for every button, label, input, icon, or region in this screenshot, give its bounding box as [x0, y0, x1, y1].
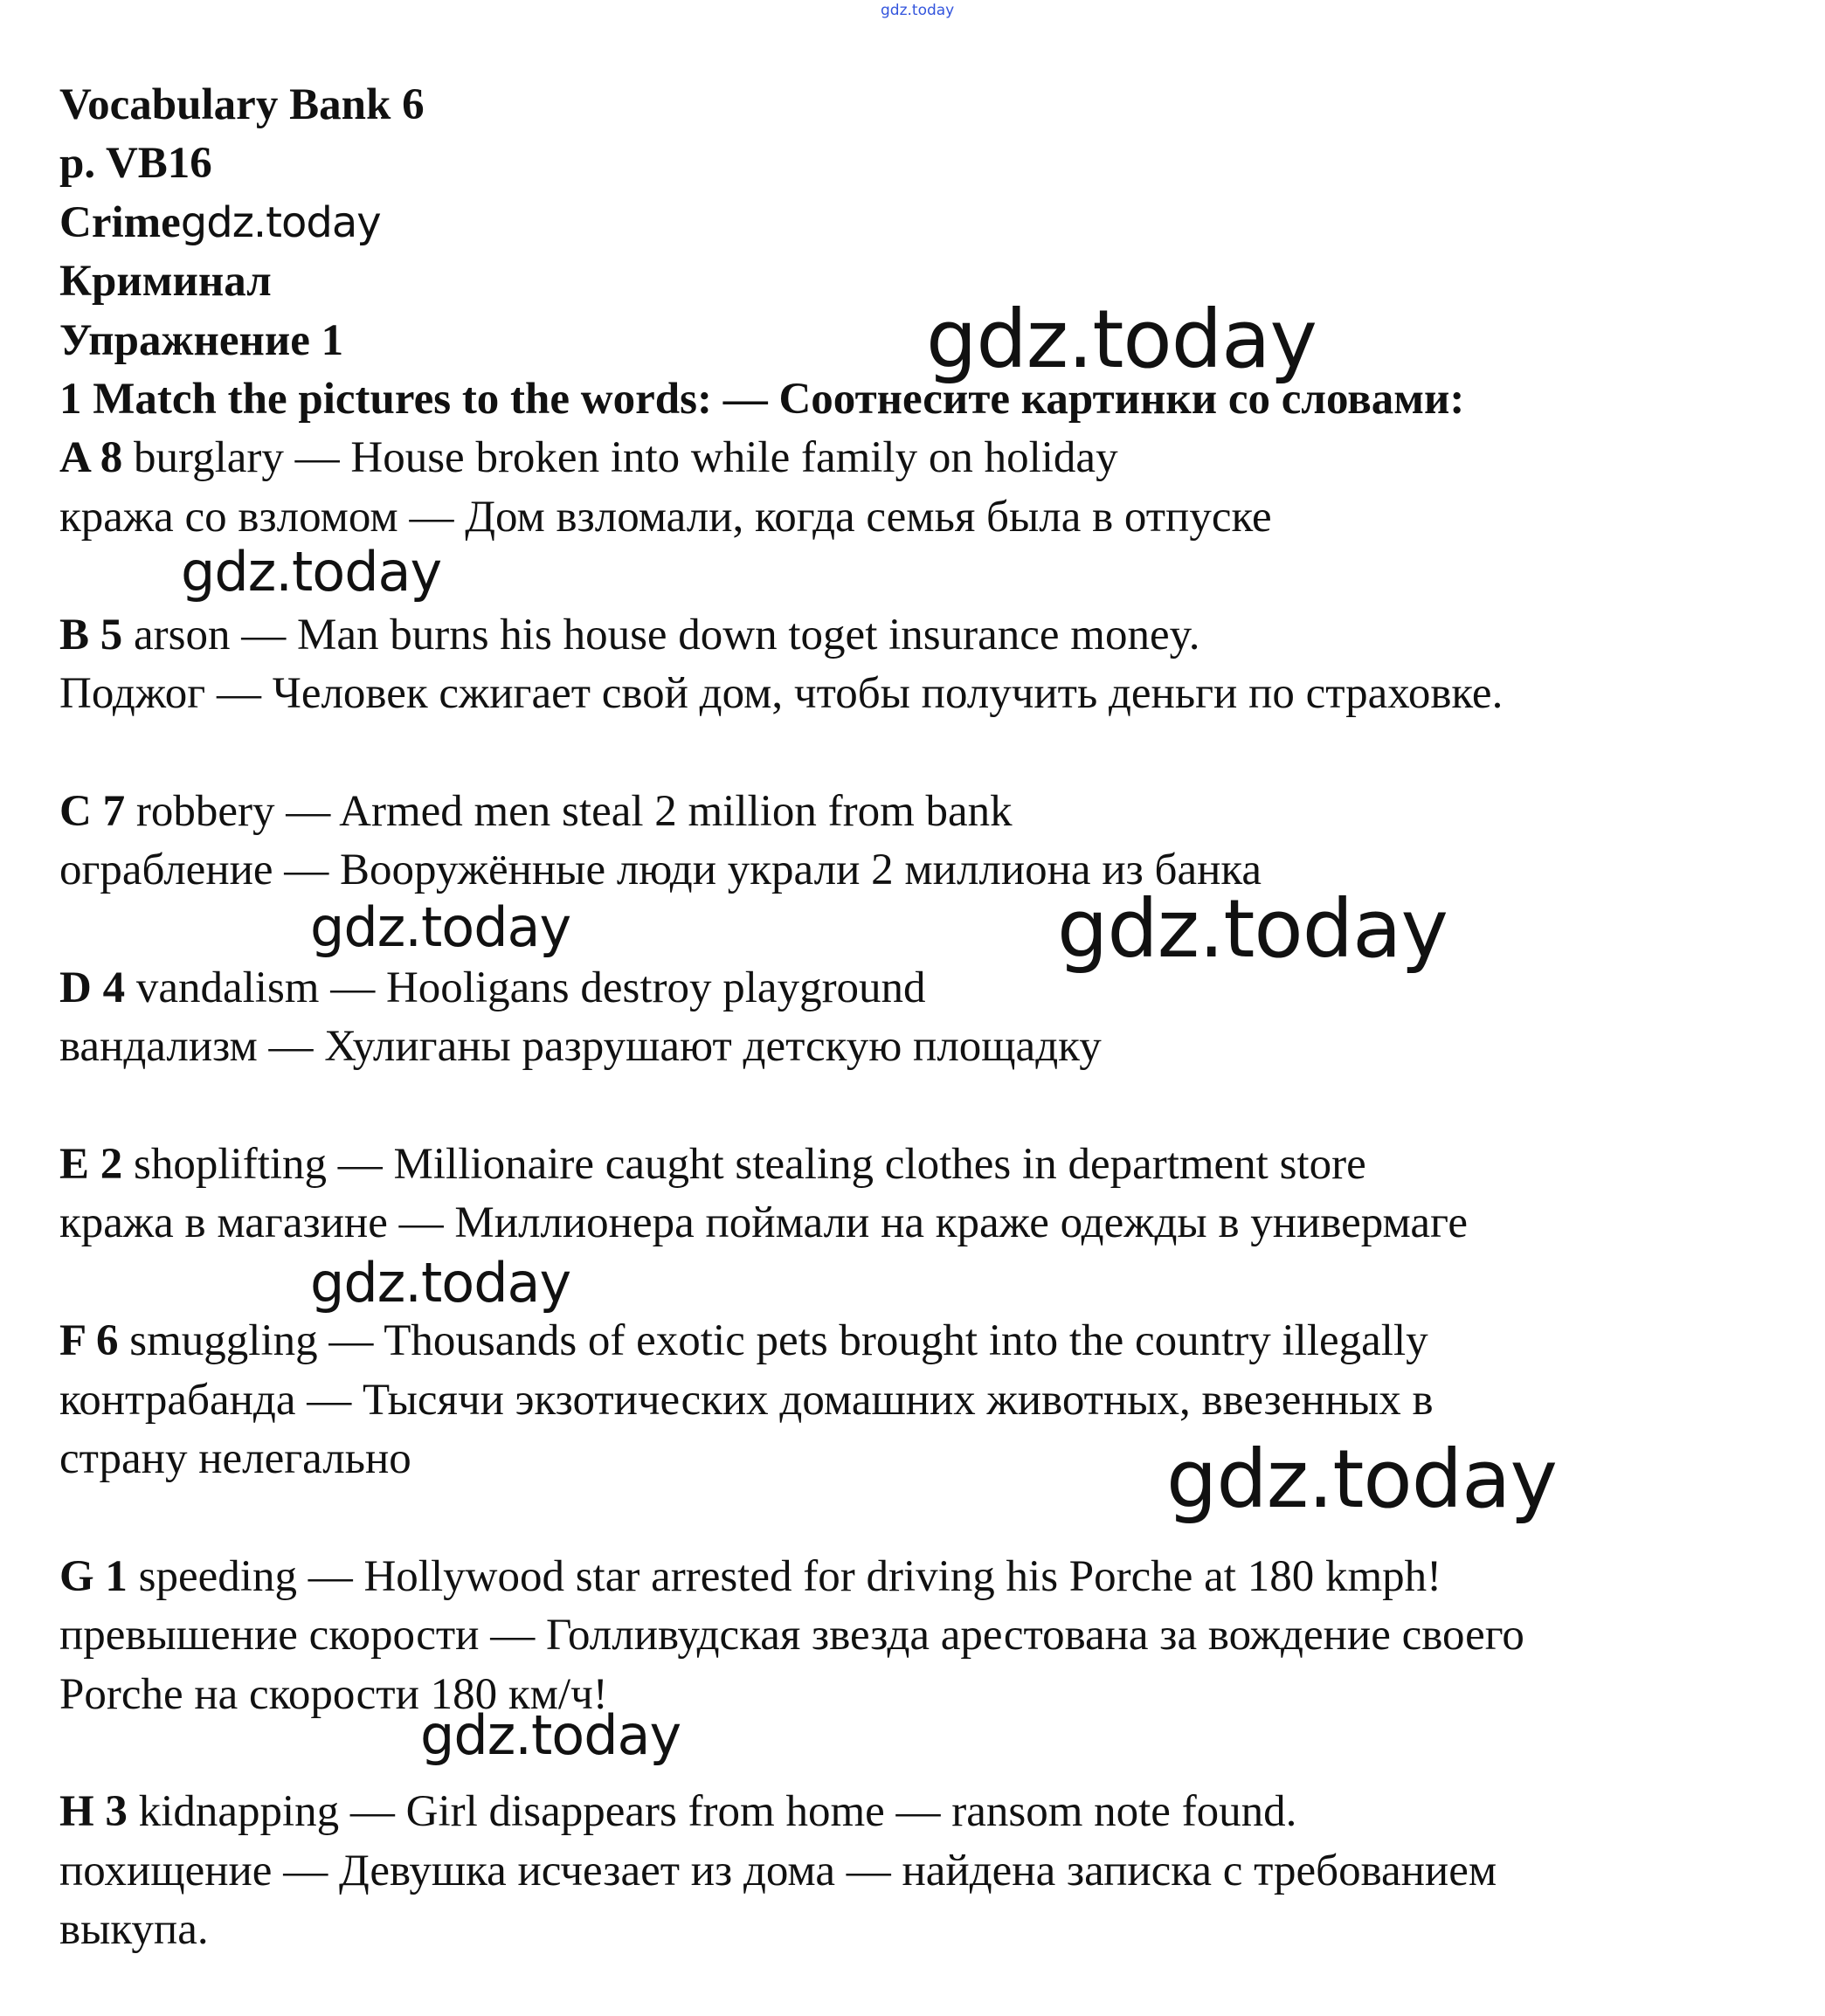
item-en: robbery — Armed men steal 2 million from bank — [125, 786, 1013, 836]
item-ru: превышение скорости — Голливудская звезда арестована за вождение своего — [59, 1611, 1524, 1660]
item-f — [59, 1312, 1807, 1370]
instruction: 1 Match the pictures to the words: — Соотнесите картинки со словами: — [59, 374, 1465, 424]
topic-en: Crime — [59, 197, 181, 247]
watermark: gdz.today — [180, 197, 381, 247]
watermark: gdz.today — [1057, 882, 1448, 976]
item-ru: вандализм — Хулиганы разрушают детскую площадку — [59, 1022, 1102, 1072]
item-ru: ограбление — Вооружённые люди украли 2 миллиона из банка — [59, 846, 1262, 895]
item-en: shoplifting — Millionaire caught stealing clothes in department store — [122, 1140, 1366, 1190]
topic-en-line — [59, 194, 1807, 252]
item-ru: страну нелегально — [59, 1433, 411, 1483]
item-ru: похищение — Девушка исчезает из дома — найдена записка с требованием — [59, 1846, 1497, 1895]
item-en: kidnapping — Girl disappears from home — ransom note found. — [127, 1787, 1297, 1837]
item-d — [59, 959, 1807, 1018]
item-en: burglary — House broken into while family on holiday — [122, 433, 1118, 483]
item-b — [59, 606, 1807, 665]
topic-ru: Криминал — [59, 257, 272, 307]
item-ru: выкупа. — [59, 1905, 209, 1955]
item-key: D 4 — [59, 963, 126, 1012]
watermark: gdz.today — [310, 895, 571, 959]
item-ru: кража со взломом — Дом взломали, когда семья была в отпуске — [59, 492, 1272, 542]
watermark: gdz.today — [1166, 1433, 1557, 1526]
top-watermark: gdz.today — [881, 2, 955, 19]
item-ru: кража в магазине — Миллионера поймали на краже одежды в универмаге — [59, 1198, 1468, 1248]
item-en: speeding — Hollywood star arrested for driving his Porche at 180 kmph! — [127, 1551, 1442, 1601]
exercise-heading: Упражнение 1 — [59, 315, 344, 365]
watermark: gdz.today — [420, 1703, 681, 1767]
item-g — [59, 1548, 1807, 1606]
page-reference: p. VB16 — [59, 139, 212, 189]
doc-title: Vocabulary Bank 6 — [59, 80, 425, 129]
item-en: vandalism — Hooligans destroy playground — [125, 963, 926, 1012]
item-key: A 8 — [59, 433, 123, 483]
item-key: H 3 — [59, 1787, 128, 1837]
item-ru: контрабанда — Тысячи экзотических домашних животных, ввезенных в — [59, 1375, 1434, 1425]
item-a — [59, 429, 1807, 487]
item-c — [59, 783, 1807, 841]
item-en: smuggling — Thousands of exotic pets brought into the country illegally — [118, 1316, 1428, 1366]
item-e — [59, 1136, 1807, 1194]
item-key: F 6 — [59, 1316, 119, 1366]
item-en: arson — Man burns his house down toget insurance money. — [122, 610, 1200, 659]
item-key: G 1 — [59, 1551, 128, 1601]
item-key: B 5 — [59, 610, 123, 659]
watermark: gdz.today — [181, 540, 442, 604]
watermark: gdz.today — [310, 1251, 571, 1315]
item-ru: Porche на скорости 180 км/ч! — [59, 1669, 608, 1719]
watermark: gdz.today — [926, 293, 1317, 386]
item-key: E 2 — [59, 1140, 123, 1190]
item-ru: Поджог — Человек сжигает свой дом, чтобы получить деньги по страховке. — [59, 668, 1504, 718]
item-h — [59, 1783, 1807, 1841]
item-key: C 7 — [59, 786, 126, 836]
